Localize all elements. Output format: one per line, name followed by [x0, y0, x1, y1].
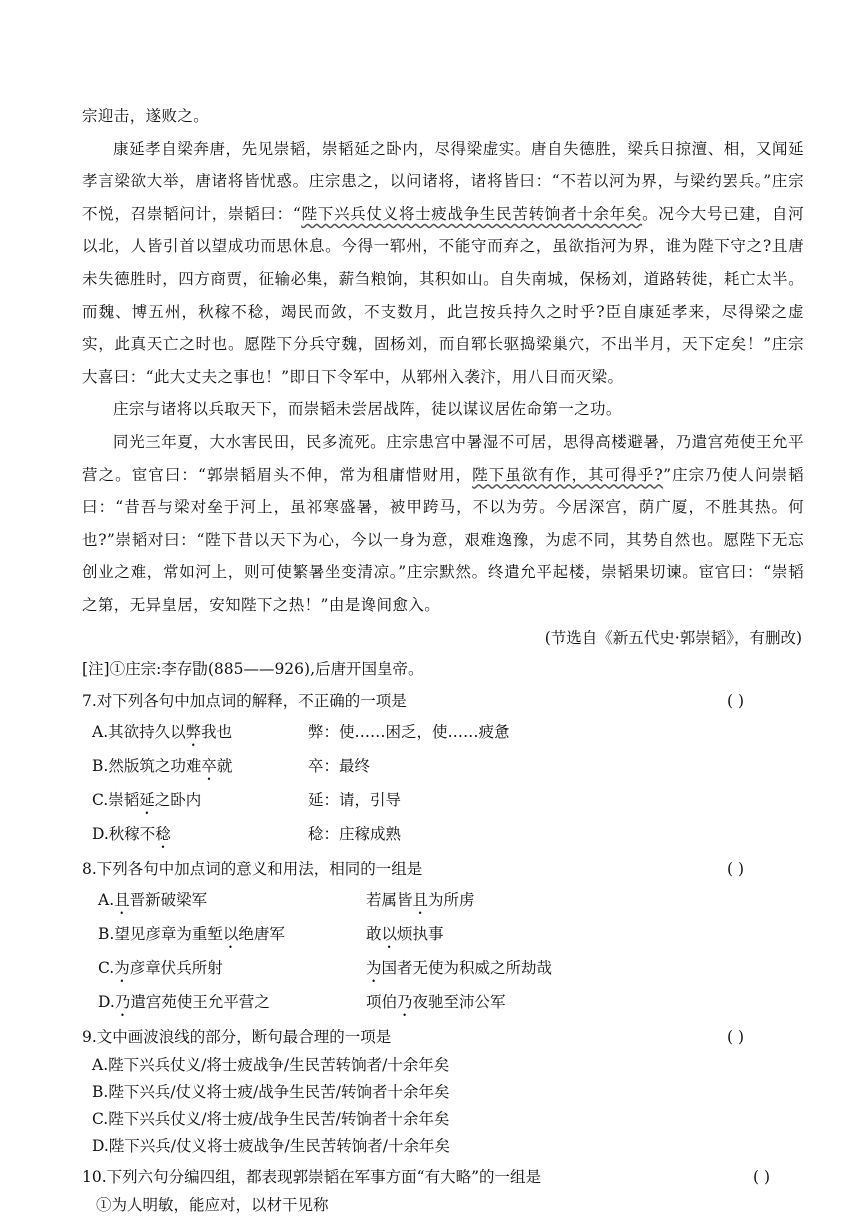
p3-text-post: ”庄宗乃使人问崇韬曰：“昔吾与梁对垒于河上，虽祁寒盛暑，被甲跨马，不以为劳。今居深宫，荫广厦，不胜其热。何也?”崇韬对曰：“陛下昔以天下为心，今以一身为意，艰难逸豫，为虑不同，其势自然也。愿陛下无忘创业之难，常如河上，则可使繁暑坐变清凉。”庄宗默然。终遣允平起楼，崇韬果切谏。宦官曰：“崇韬之第，无异皇居，安知陛下之热！”由是谗间愈入。 — [82, 465, 804, 614]
q8-option-a: A.且晋新破梁军 若属皆且为所虏 — [98, 890, 475, 909]
q8-option-d: D.乃遣宫苑使王允平营之 项伯乃夜驰至沛公军 — [98, 992, 506, 1011]
passage-paragraph-1 — [82, 133, 804, 394]
question-7 — [82, 686, 804, 716]
answer-bracket-9: ( ) — [726, 1027, 744, 1046]
question-10 — [82, 1162, 804, 1192]
answer-bracket-10: ( ) — [752, 1167, 770, 1186]
q9-option-d: D.陛下兴兵/仗义将士疲战争/生民苦转饷者/十余年矣 — [92, 1136, 450, 1155]
answer-bracket-8: ( ) — [726, 859, 744, 878]
source-citation: (节选自《新五代史·郭崇韬》，有删改) — [544, 628, 802, 647]
question-9-stem: 9.文中画波浪线的部分，断句最合理的一项是 — [82, 1027, 392, 1046]
q8-option-b: B.望见彦章为重堑以绝唐军 敢以烦执事 — [98, 924, 444, 943]
q7-option-c: C.崇韬延之卧内 延：请，引导 — [92, 790, 402, 809]
passage-paragraph-2: 庄宗与诸将以兵取天下，而崇韬未尝居战阵，徒以谋议居佐命第一之功。 — [113, 400, 622, 419]
question-9-options — [82, 1052, 804, 1160]
passage-line-0: 宗迎击，遂败之。 — [82, 107, 210, 125]
p3-text-pre: 同光三年夏，大水害民田，民多流死。庄宗患宫中暑湿不可居，思得高楼避暑，乃遣宫苑使王允平营之。宦官曰：“郭崇韬眉头不伸，常为租庸惜财用， — [82, 432, 804, 484]
question-8-options — [82, 884, 804, 1020]
footnote: [注]①庄宗:李存勖(885——926),后唐开国皇帝。 — [82, 659, 424, 678]
underlined-sentence: 陛下虽欲有作，其可得乎? — [472, 465, 664, 484]
q9-option-a: A.陛下兴兵仗义/将士疲战争/生民苦转饷者/十余年矣 — [92, 1055, 450, 1074]
question-10-stem: 10.下列六句分编四组，都表现郭崇韬在军事方面“有大略”的一组是 — [82, 1167, 542, 1186]
wavy-underlined-sentence: 陛下兴兵仗义将士疲战争生民苦转饷者十余年矣 — [301, 204, 643, 223]
p1-text-post: 。况今大号已建，自河以北，人皆引首以望成功而思休息。今得一郓州，不能守而弃之，虽欲指河为界，谁为陛下守之?且唐未失德胜时，四方商贾，征输必集，薪刍粮饷，其积如山。自失南城，保杨刘，道路转徙，耗亡太半。而魏、博五州，秋稼不稔，竭民而敛，不支数月，此岂按兵持久之时乎?臣自康延孝来，尽得梁之虚实，此真天亡之时也。愿陛下分兵守魏，固杨刘，而自郓长驱捣梁巢穴，不出半月，天下定矣！”庄宗大喜曰：“此大丈夫之事也！”即日下令军中，从郓州入袭汴，用八日而灭梁。 — [82, 204, 804, 386]
question-7-options — [82, 716, 804, 852]
passage-paragraph-3 — [82, 426, 804, 622]
q7-option-b: B.然版筑之功难卒就 卒：最终 — [92, 756, 371, 775]
question-8-stem: 8.下列各句中加点词的意义和用法，相同的一组是 — [82, 859, 423, 878]
q7-option-a: A.其欲持久以弊我也 弊：使……困乏，使……疲惫 — [92, 722, 510, 741]
answer-bracket-7: ( ) — [726, 691, 744, 710]
question-9 — [82, 1022, 804, 1052]
q9-option-c: C.陛下兴兵仗义/将士疲/战争生民苦/转饷者十余年矣 — [92, 1109, 450, 1128]
q9-option-b: B.陛下兴兵/仗义将士疲/战争生民苦/转饷者十余年矣 — [92, 1082, 450, 1101]
question-8 — [82, 854, 804, 884]
q8-option-c: C.为彦章伏兵所射 为国者无使为积威之所劫哉 — [98, 958, 553, 977]
question-7-stem: 7.对下列各句中加点词的解释，不正确的一项是 — [82, 691, 407, 710]
q10-item-1: ①为人明敏，能应对，以材干见称 — [96, 1195, 329, 1214]
p1-text-pre: 康延孝自梁奔唐，先见崇韬，崇韬延之卧内，尽得梁虚实。唐自失德胜，梁兵日掠澶、相，又闻延孝言梁欲大举，唐诸将皆忧惑。庄宗患之，以问诸将，诸将皆曰：“不若以河为界，与梁约罢兵。”庄宗不悦，召崇韬问计，崇韬曰：“ — [82, 139, 804, 223]
q7-option-d: D.秋稼不稔 稔：庄稼成熟 — [92, 824, 402, 843]
